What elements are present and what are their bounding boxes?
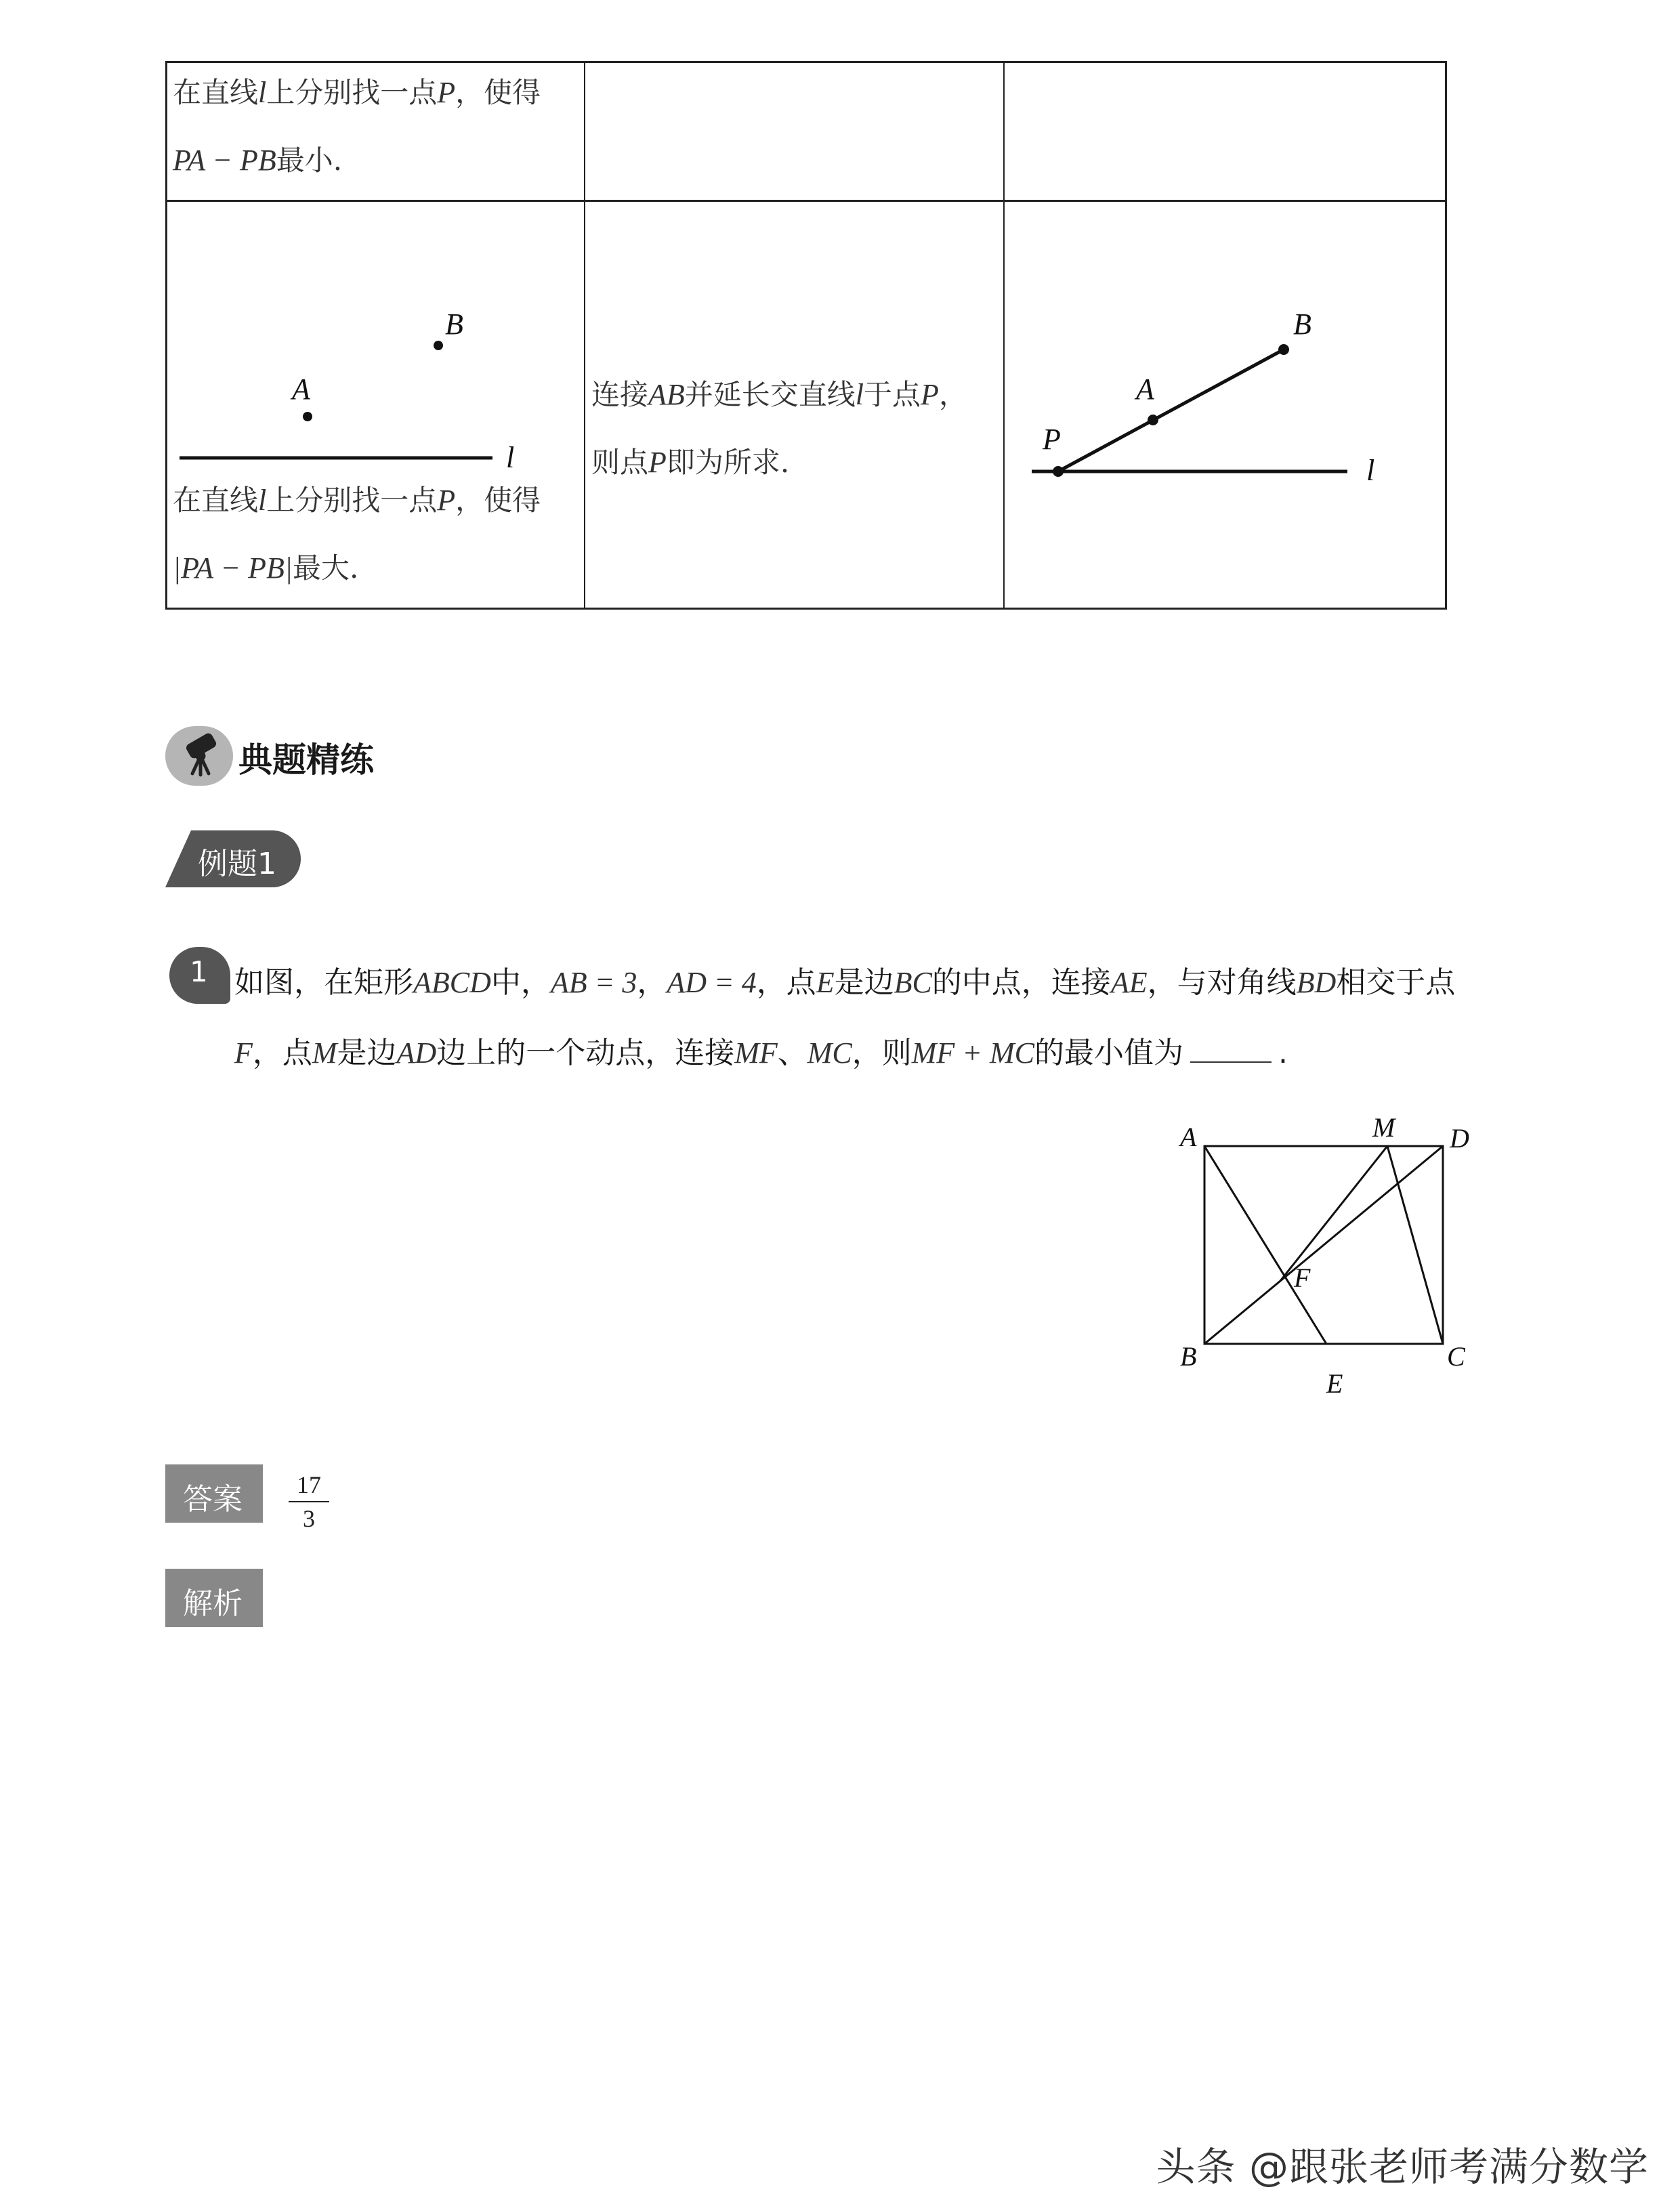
segment-BD xyxy=(1204,1146,1443,1344)
math-l: l xyxy=(258,484,267,517)
example-tag xyxy=(165,830,301,887)
problem-text-line2 xyxy=(234,1028,1288,1072)
answer-label: 答案 xyxy=(183,1482,243,1517)
text: 并延长交直线 xyxy=(684,378,856,411)
answer-numerator: 17 xyxy=(297,1471,321,1498)
text: 连接 xyxy=(591,378,649,411)
text: 上分别找一点 xyxy=(266,76,438,109)
text: 的最小值为 xyxy=(1034,1036,1183,1070)
problem-text-line1 xyxy=(234,958,1455,1001)
problem-number-badge xyxy=(169,947,230,1004)
label-F: F xyxy=(1294,1263,1311,1293)
segment-MC xyxy=(1387,1146,1443,1344)
math-expression: AB = 3 xyxy=(550,966,637,999)
math-expression: AD = 4 xyxy=(667,966,757,999)
math-expression: MC xyxy=(807,1036,852,1070)
text: 的中点，连接 xyxy=(931,965,1111,1000)
math-AB: AB xyxy=(648,378,685,411)
label-M: M xyxy=(1372,1112,1395,1143)
text: ，使得 xyxy=(455,76,541,109)
text: 是边 xyxy=(337,1036,397,1070)
text: ， xyxy=(637,965,667,1000)
answer-denominator: 3 xyxy=(303,1505,315,1532)
text: 于点 xyxy=(864,378,921,411)
problem-number: 1 xyxy=(190,955,208,988)
label-B: B xyxy=(445,308,463,341)
text: 边上的一个动点，连接 xyxy=(436,1036,735,1070)
text: 最大. xyxy=(292,551,359,585)
row2-condition-line1 xyxy=(173,467,541,534)
label-A: A xyxy=(292,373,310,406)
example-tag-label: 例题1 xyxy=(198,847,276,881)
watermark: 头条 @跟张老师考满分数学 xyxy=(1156,2144,1649,2190)
label-E: E xyxy=(1326,1368,1343,1399)
row2-problem-figure xyxy=(174,232,553,436)
table-column-divider xyxy=(1003,63,1005,608)
math-expression: ABCD xyxy=(413,966,491,999)
math-l: l xyxy=(855,378,864,411)
text: ，与对角线 xyxy=(1147,965,1297,1000)
analysis-tag xyxy=(165,1569,263,1627)
text: 如图，在矩形 xyxy=(234,965,413,1000)
analysis-label: 解析 xyxy=(183,1586,243,1621)
label-P: P xyxy=(1043,423,1061,456)
text: 即为所求. xyxy=(666,446,790,479)
text: ， xyxy=(938,378,967,411)
math-expression: AD xyxy=(396,1036,437,1070)
text: ，点 xyxy=(756,965,816,1000)
fraction-bar xyxy=(289,1501,329,1502)
math-P: P xyxy=(437,484,456,517)
math-expression: M xyxy=(312,1036,337,1070)
math-expression: BD xyxy=(1296,966,1337,999)
math-l: l xyxy=(258,76,267,109)
rectangle-figure xyxy=(1165,1097,1477,1409)
text: 、 xyxy=(777,1036,807,1070)
math-expression: AE xyxy=(1110,966,1148,999)
math-expression: MF xyxy=(734,1036,778,1070)
answer-blank xyxy=(1190,1038,1272,1063)
label-A: A xyxy=(1136,373,1154,406)
point-P xyxy=(1053,466,1064,477)
text: 最小. xyxy=(276,144,343,177)
text: 中， xyxy=(490,965,551,1000)
point-B xyxy=(434,341,443,350)
label-A: A xyxy=(1180,1122,1197,1152)
label-B: B xyxy=(1180,1341,1197,1372)
text: ，则 xyxy=(852,1036,912,1070)
label-l: l xyxy=(506,441,515,474)
math-P: P xyxy=(648,446,667,479)
text: 上分别找一点 xyxy=(266,484,438,517)
label-B: B xyxy=(1293,308,1311,341)
math-P: P xyxy=(437,76,456,109)
math-expression: PA − PB xyxy=(173,144,276,177)
row2-solution-figure xyxy=(1007,280,1441,487)
point-B xyxy=(1278,344,1289,355)
row2-method-line2 xyxy=(591,429,789,496)
math-P: P xyxy=(921,378,939,411)
telescope-icon xyxy=(165,726,233,786)
text: 是边 xyxy=(834,965,894,1000)
label-C: C xyxy=(1447,1341,1465,1372)
row2-condition-line2 xyxy=(173,534,358,602)
math-expression: E xyxy=(816,966,835,999)
label-D: D xyxy=(1450,1123,1469,1154)
text: ，点 xyxy=(252,1036,312,1070)
table-column-divider xyxy=(584,63,585,608)
text: 相交于点 xyxy=(1336,965,1456,1000)
row2-method-line1 xyxy=(591,361,967,429)
text: 则点 xyxy=(591,446,649,479)
text: ，使得 xyxy=(455,484,541,517)
geometry-table xyxy=(165,61,1447,610)
row1-condition-line1 xyxy=(173,59,541,127)
segment-MF xyxy=(1280,1146,1387,1281)
table-row-divider xyxy=(167,200,1445,202)
point-A xyxy=(1148,415,1158,425)
label-l: l xyxy=(1366,454,1375,487)
row1-condition-line2 xyxy=(173,127,342,194)
text: . xyxy=(1278,1036,1288,1070)
section-title: 典题精练 xyxy=(238,740,374,780)
answer-tag xyxy=(165,1464,263,1523)
math-expression: F xyxy=(234,1036,253,1070)
text: 在直线 xyxy=(173,76,259,109)
segment-PB xyxy=(1058,350,1284,471)
answer-fraction xyxy=(289,1470,329,1534)
math-expression: MF + MC xyxy=(911,1036,1034,1070)
text: 在直线 xyxy=(173,484,259,517)
math-expression: BC xyxy=(894,966,932,999)
math-expression: |PA − PB| xyxy=(173,551,293,585)
point-A xyxy=(303,412,312,421)
